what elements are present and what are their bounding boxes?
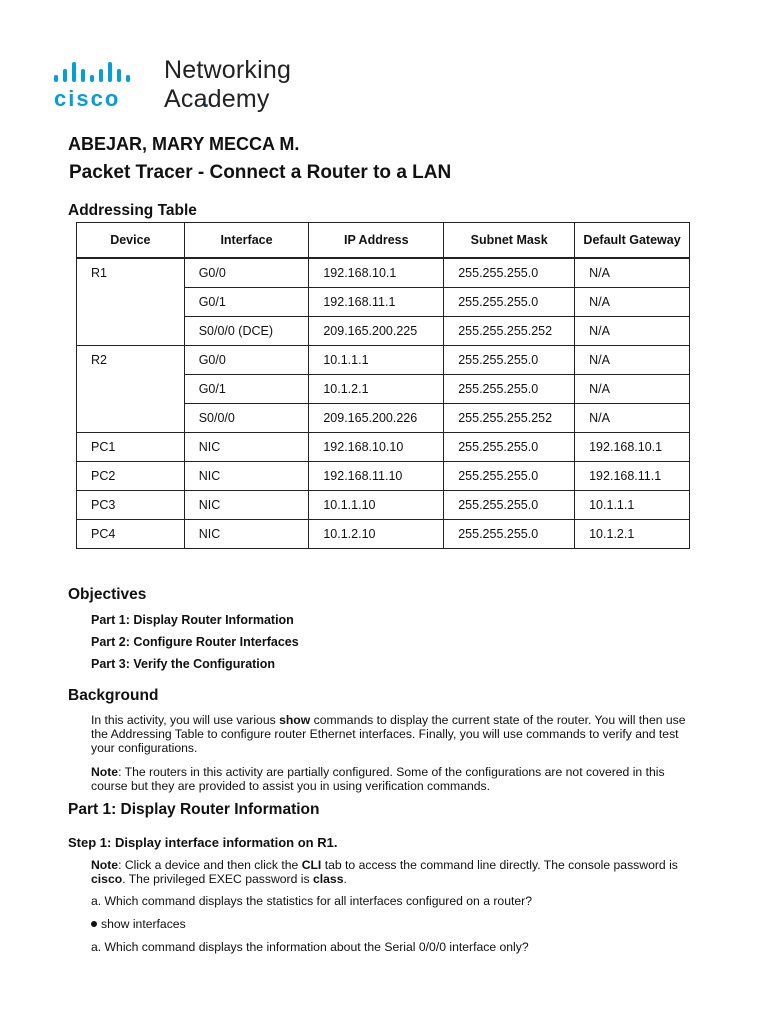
table-cell: 255.255.255.0 xyxy=(444,288,575,317)
bullet-icon xyxy=(91,921,97,927)
objective-item: Part 3: Verify the Configuration xyxy=(91,657,276,671)
answer-text: show interfaces xyxy=(101,917,186,931)
part1-heading: Part 1: Display Router Information xyxy=(68,801,320,818)
table-header-row xyxy=(77,223,690,259)
table-cell: NIC xyxy=(184,520,309,549)
table-cell: N/A xyxy=(575,404,690,433)
text-run: . xyxy=(343,872,347,886)
text-run: : The routers in this activity are partially configured. Some of the configurations are not covered in this course but they are provided to assist you in using verification commands. xyxy=(91,765,665,793)
table-cell: N/A xyxy=(575,258,690,288)
cisco-networking-academy-logo xyxy=(52,58,302,114)
table-cell: 192.168.11.1 xyxy=(309,288,444,317)
step1-heading: Step 1: Display interface information on R1. xyxy=(68,835,338,850)
background-heading: Background xyxy=(68,687,159,704)
table-cell: 255.255.255.0 xyxy=(444,346,575,375)
header-subnet-mask: Subnet Mask xyxy=(444,223,575,259)
table-cell: 209.165.200.226 xyxy=(309,404,444,433)
table-cell: 255.255.255.252 xyxy=(444,404,575,433)
table-cell: NIC xyxy=(184,462,309,491)
author-name: ABEJAR, MARY MECCA M. xyxy=(68,134,300,154)
table-cell-device: PC2 xyxy=(77,462,185,491)
table-row xyxy=(77,520,690,549)
table-cell-device: R2 xyxy=(77,346,185,433)
table-cell: N/A xyxy=(575,346,690,375)
table-cell: S0/0/0 (DCE) xyxy=(184,317,309,346)
header-ip-address: IP Address xyxy=(309,223,444,259)
text-run: : Click a device and then click the xyxy=(118,858,302,872)
table-cell: 192.168.11.1 xyxy=(575,462,690,491)
header-device: Device xyxy=(77,223,185,259)
table-cell: 10.1.2.10 xyxy=(309,520,444,549)
table-cell: 209.165.200.225 xyxy=(309,317,444,346)
header-default-gateway: Default Gateway xyxy=(575,223,690,259)
cisco-wordmark: cisco xyxy=(54,86,121,111)
addressing-table-title: Addressing Table xyxy=(68,202,197,219)
text-run: commands to display the current state of the router. You will then use the Addressing Table to configure router Ethernet interfaces. Finally, you will use commands to verify and test your configurations. xyxy=(91,713,686,755)
text-run-bold: show xyxy=(279,713,311,727)
table-cell: G0/0 xyxy=(184,346,309,375)
table-cell: 10.1.1.1 xyxy=(309,346,444,375)
table-cell: S0/0/0 xyxy=(184,404,309,433)
table-cell: G0/1 xyxy=(184,375,309,404)
objective-item: Part 2: Configure Router Interfaces xyxy=(91,635,299,649)
addressing-table xyxy=(76,222,690,549)
objective-item: Part 1: Display Router Information xyxy=(91,613,294,627)
table-cell: 10.1.1.10 xyxy=(309,491,444,520)
table-row xyxy=(77,491,690,520)
table-row xyxy=(77,346,690,375)
table-cell: NIC xyxy=(184,433,309,462)
note-label: Note xyxy=(91,858,119,872)
table-cell: 255.255.255.0 xyxy=(444,520,575,549)
table-cell: NIC xyxy=(184,491,309,520)
text-run-bold: cisco xyxy=(91,872,123,886)
answer-1 xyxy=(91,917,186,931)
table-cell: 255.255.255.0 xyxy=(444,375,575,404)
table-cell: 10.1.2.1 xyxy=(309,375,444,404)
text-run: . The privileged EXEC password is xyxy=(122,872,313,886)
table-cell: 10.1.1.1 xyxy=(575,491,690,520)
table-cell: 192.168.11.10 xyxy=(309,462,444,491)
table-cell: 255.255.255.252 xyxy=(444,317,575,346)
table-cell: 192.168.10.10 xyxy=(309,433,444,462)
text-run: tab to access the command line directly. The console password is xyxy=(321,858,678,872)
table-cell-device: PC1 xyxy=(77,433,185,462)
note-label: Note xyxy=(91,765,119,779)
table-cell: 255.255.255.0 xyxy=(444,491,575,520)
table-cell: G0/1 xyxy=(184,288,309,317)
table-cell: 192.168.10.1 xyxy=(309,258,444,288)
text-run: In this activity, you will use various xyxy=(91,713,280,727)
table-cell: G0/0 xyxy=(184,258,309,288)
question-2: a. Which command displays the information about the Serial 0/0/0 interface only? xyxy=(91,940,529,954)
table-cell: N/A xyxy=(575,317,690,346)
table-cell: N/A xyxy=(575,375,690,404)
document-title: Packet Tracer - Connect a Router to a LAN xyxy=(69,162,452,183)
background-paragraph xyxy=(91,713,701,755)
table-cell-device: PC3 xyxy=(77,491,185,520)
background-note xyxy=(91,765,701,793)
table-row xyxy=(77,433,690,462)
table-cell: 255.255.255.0 xyxy=(444,433,575,462)
table-row xyxy=(77,258,690,288)
logo-line-academy: Academy xyxy=(164,85,270,113)
part1-note xyxy=(91,858,701,886)
table-row xyxy=(77,462,690,491)
text-run-bold: class xyxy=(312,872,344,886)
text-run-bold: CLI xyxy=(301,858,322,872)
logo-line-networking: Networking xyxy=(164,56,292,84)
question-1: a. Which command displays the statistics for all interfaces configured on a router? xyxy=(91,894,532,908)
table-cell-device: PC4 xyxy=(77,520,185,549)
table-cell: 255.255.255.0 xyxy=(444,462,575,491)
table-cell: 10.1.2.1 xyxy=(575,520,690,549)
table-cell-device: R1 xyxy=(77,258,185,346)
table-cell: 192.168.10.1 xyxy=(575,433,690,462)
objectives-heading: Objectives xyxy=(68,586,147,603)
header-interface: Interface xyxy=(184,223,309,259)
table-cell: N/A xyxy=(575,288,690,317)
cisco-bars-icon xyxy=(54,60,150,82)
table-cell: 255.255.255.0 xyxy=(444,258,575,288)
